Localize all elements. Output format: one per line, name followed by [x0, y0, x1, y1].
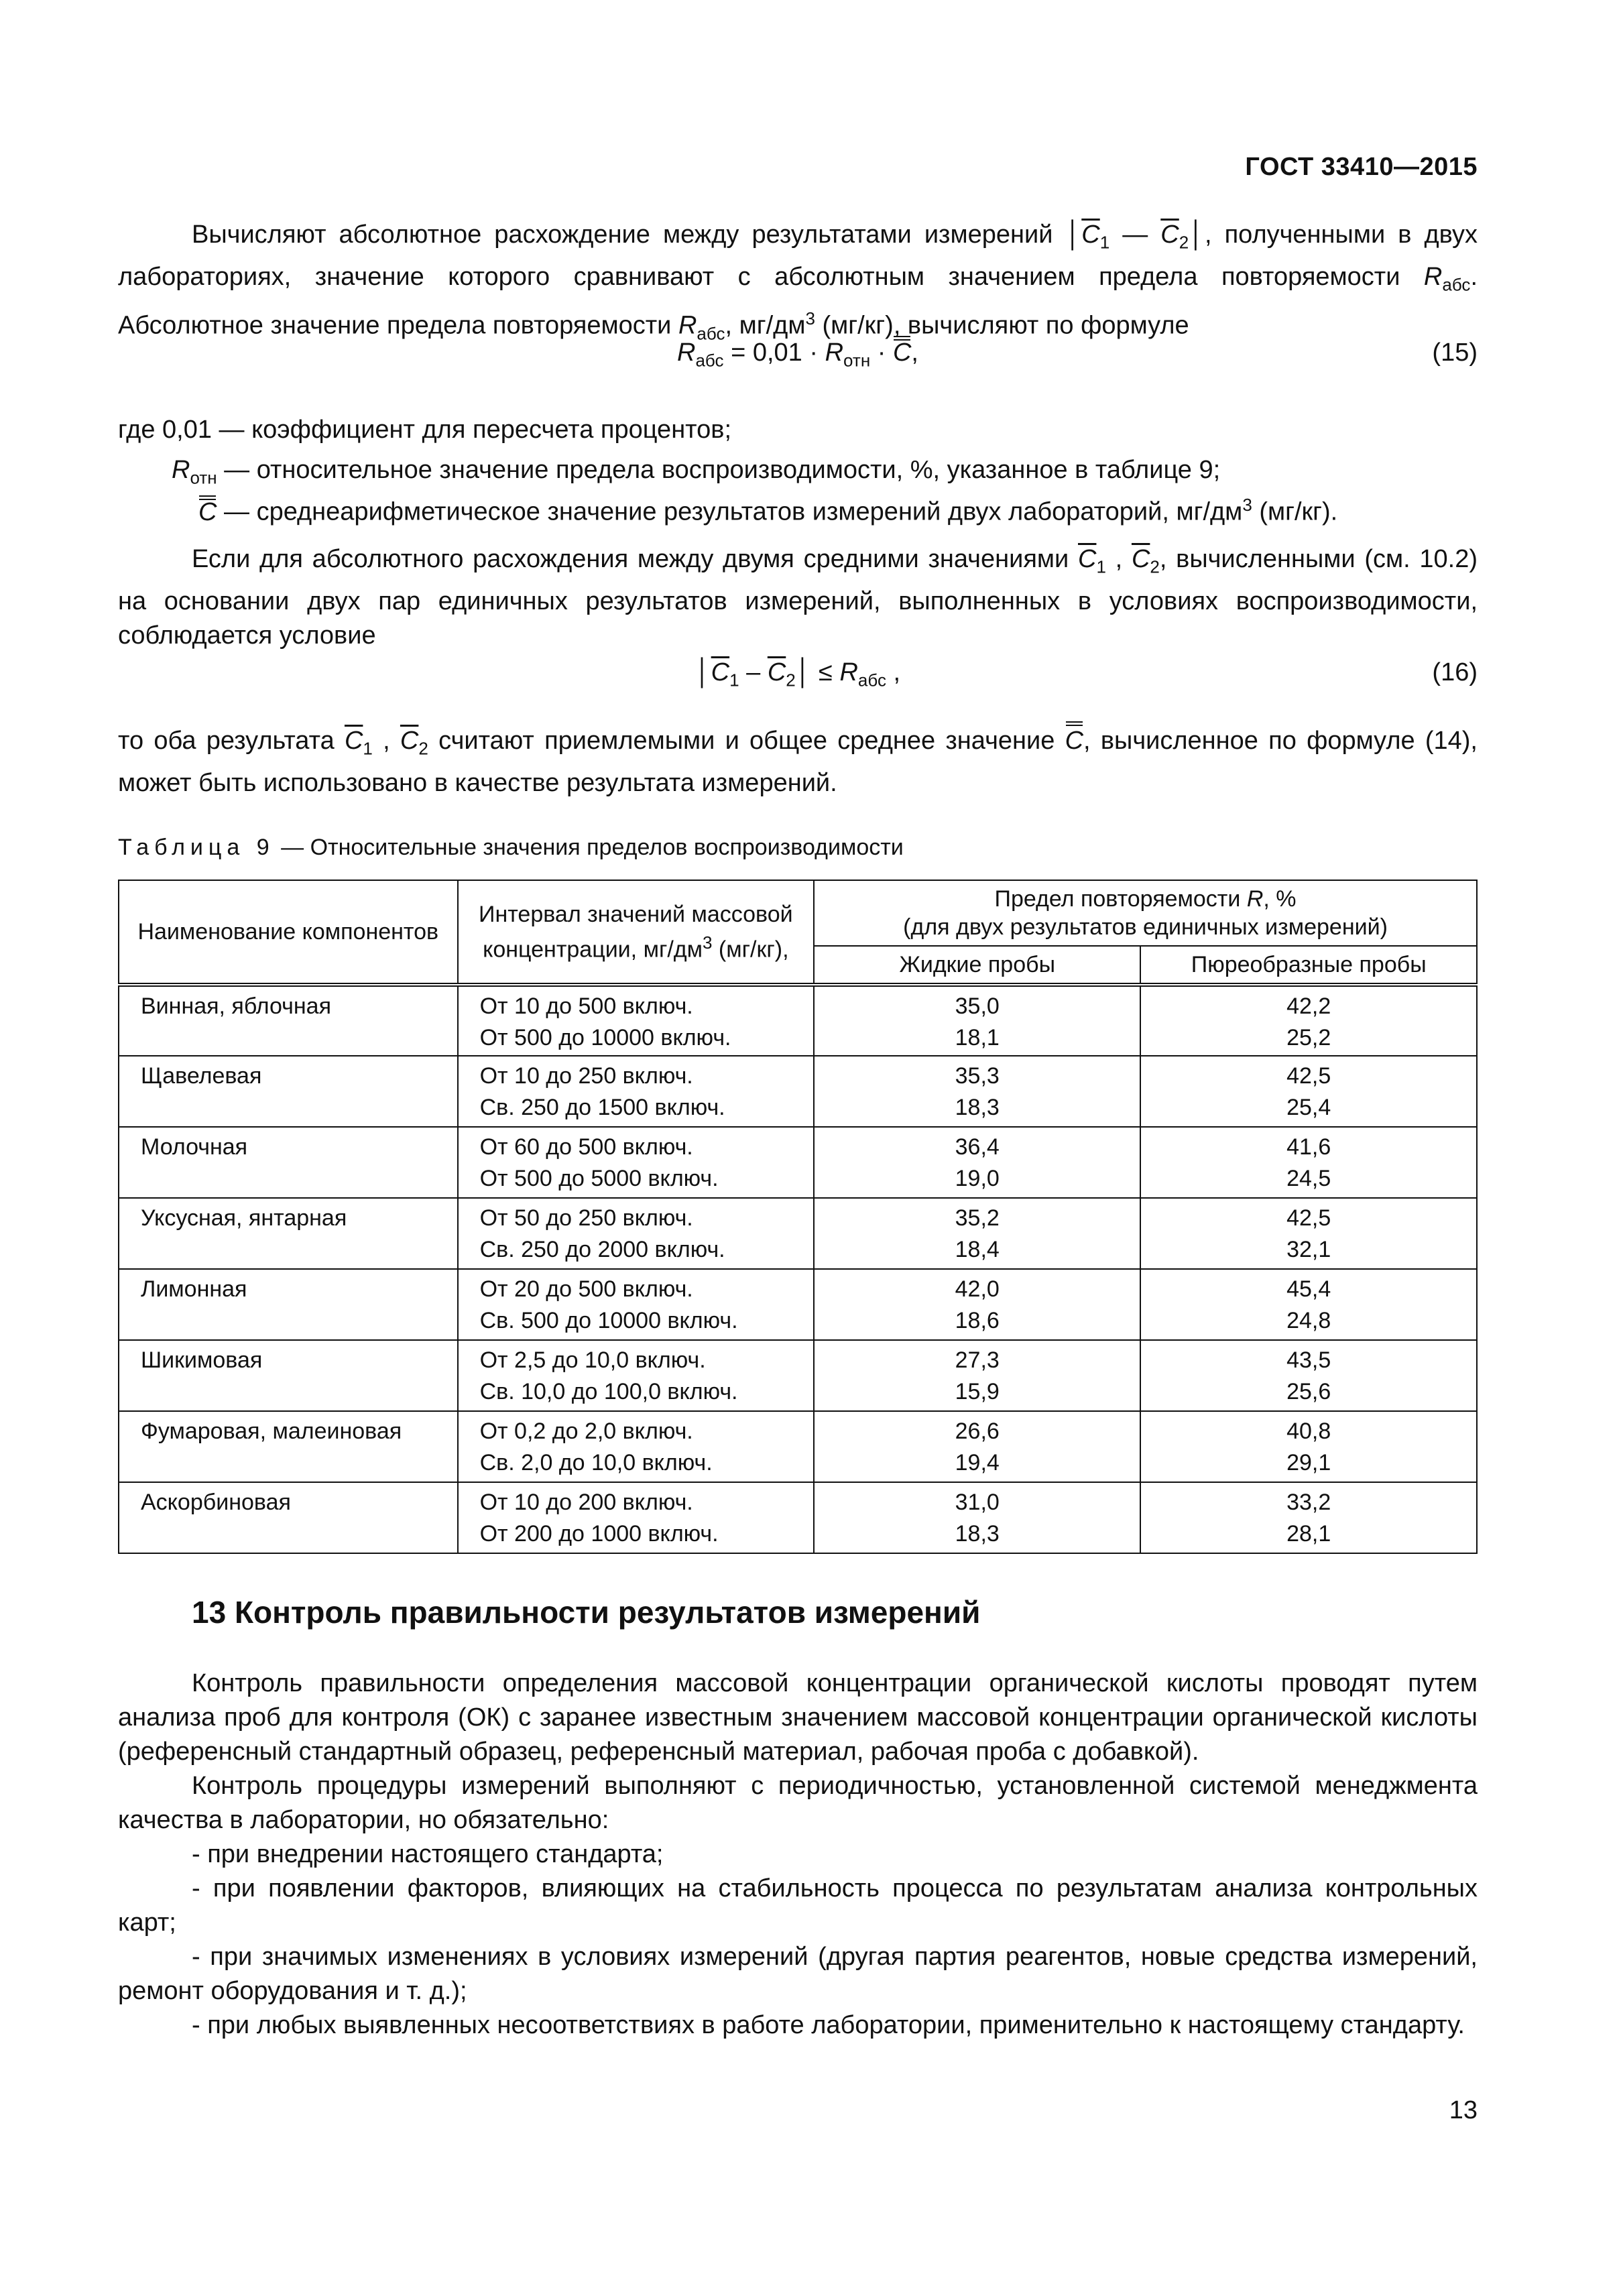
where-line-3: C — среднеарифметическое значение результатов измерений двух лабораторий, $мг/дм^3$ (мг/кг).: [198, 495, 1338, 526]
formula-15: [118, 339, 1478, 379]
section-13-title: 13 Контроль правильности результатов измерений: [192, 1595, 981, 1630]
intro-text-3: Абсолютное значение предела повторяемости: [118, 311, 672, 340]
table-row: Винная, яблочная От 10 до 500 включ. От 500 до 10000 включ. 35,0 18,1 42,2 25,2: [119, 985, 1477, 1056]
document-page: [118, 0, 1478, 2296]
table-row: Фумаровая, малеиновая От 0,2 до 2,0 включ. Св. 2,0 до 10,0 включ. 26,6 19,4 40,8 29,1: [119, 1411, 1477, 1482]
formula-15-expression: $R_{абс} = 0,01 \cdot R_{отн} \cdot C$,: [677, 339, 918, 371]
table-row: Шикимовая От 2,5 до 10,0 включ. Св. 10,0 до 100,0 включ. 27,3 15,9 43,5 25,6: [119, 1340, 1477, 1411]
formula-15-number: (15): [1432, 339, 1478, 367]
table-row: Молочная От 60 до 500 включ. От 500 до 5000 включ. 36,4 19,0 41,6 24,5: [119, 1127, 1477, 1198]
table-row: Щавелевая От 10 до 250 включ. Св. 250 до 1500 включ. 35,3 18,3 42,5 25,4: [119, 1056, 1477, 1127]
table-row: Лимонная От 20 до 500 включ. Св. 500 до 10000 включ. 42,0 18,6 45,4 24,8: [119, 1269, 1477, 1340]
table-row: Уксусная, янтарная От 50 до 250 включ. Св. 250 до 2000 включ. 35,2 18,4 42,5 32,1: [119, 1198, 1477, 1269]
page-number: 13: [1449, 2096, 1478, 2124]
table-9: [118, 880, 1478, 1554]
intro-text-1: Вычисляют абсолютное расхождение между результатами измерений: [192, 221, 1053, 249]
formula-16-expression: $│\overline{C}_1$ – $\overline{C}_2│ \le R_{абс}$ ,: [695, 658, 901, 690]
document-id: ГОСТ 33410—2015: [1245, 153, 1478, 181]
condition-paragraph: Если для абсолютного расхождения между двумя средними значениями $\overline{C}_1$ , $\overline{C}_2$, вычисленными (см. 10.2) на основании двух пар единичных результатов измерений, выполненных в условиях воспроизводимости, соблюдается условие: [118, 545, 1478, 650]
col-header-puree: Пюреобразные пробы: [1140, 946, 1477, 985]
abs-diff-expr: $│\overline{C}_1$ — $\overline{C}_2│$: [1065, 221, 1205, 253]
bullet-item: - при значимых изменениях в условиях измерений (другая партия реагентов, новые средства измерений, ремонт оборудования и т. д.);: [118, 1943, 1478, 2005]
where-line-2: $R_{отн}$ — относительное значение предела воспроизводимости, %, указанное в таблице 9;: [172, 456, 1221, 488]
bullet-item: - при любых выявленных несоответствиях в работе лаборатории, применительно к настоящему стандарту.: [192, 2011, 1465, 2039]
col-header-liquid: Жидкие пробы: [814, 946, 1140, 985]
where-line-1: где 0,01 — коэффициент для пересчета процентов;: [118, 416, 732, 444]
section-13-paragraph-1: Контроль правильности определения массовой концентрации органической кислоты проводят путем анализа проб для контроля (ОК) с заранее известным значением массовой концентрации органической кислоты (референсный стандартный образец, референсный материал, рабочая проба с добавкой).: [118, 1669, 1478, 1766]
formula-16-number: (16): [1432, 658, 1478, 686]
intro-paragraph: Вычисляют абсолютное расхождение между результатами измерений $│\overline{C}_1$ — $\overline{C}_2│$, полученными в двух лабораториях, значение которого сравнивают с абсолютным значением предела повторяемости $R_{абс}$. Абсолютное значение предела повторяемости $R_{абс}$, $мг/дм^3$ (мг/кг), вычисляют по формуле: [118, 221, 1478, 344]
table-row: Аскорбиновая От 10 до 200 включ. От 200 до 1000 включ. 31,0 18,3 33,2 28,1: [119, 1482, 1477, 1553]
intro-text-2: , полученными в двух лабораториях, значение которого сравнивают с абсолютным значением предела повторяемости: [118, 221, 1478, 291]
formula-16: [118, 658, 1478, 699]
bullet-item: - при внедрении настоящего стандарта;: [192, 1840, 664, 1868]
table-9-caption: Таблица 9 — Относительные значения пределов воспроизводимости: [118, 835, 904, 860]
col-header-interval: Интервал значений массовой концентрации, $мг/дм^3$ (мг/кг),: [458, 880, 814, 985]
section-13-body: [118, 1667, 1478, 2043]
bullet-item: - при появлении факторов, влияющих на стабильность процесса по результатам анализа контрольных карт;: [118, 1874, 1478, 1937]
col-header-limit: Предел повторяемости R, % (для двух результатов единичных измерений): [814, 880, 1477, 946]
col-header-component: Наименование компонентов: [119, 880, 458, 985]
section-13-paragraph-2: Контроль процедуры измерений выполняют с периодичностью, установленной системой менеджмента качества в лаборатории, но обязательно:: [118, 1772, 1478, 1834]
then-paragraph: то оба результата $\overline{C}_1$ , $\overline{C}_2$ считают приемлемыми и общее среднее значение C, вычисленное по формуле (14), может быть использовано в качестве результата измерений.: [118, 724, 1478, 800]
